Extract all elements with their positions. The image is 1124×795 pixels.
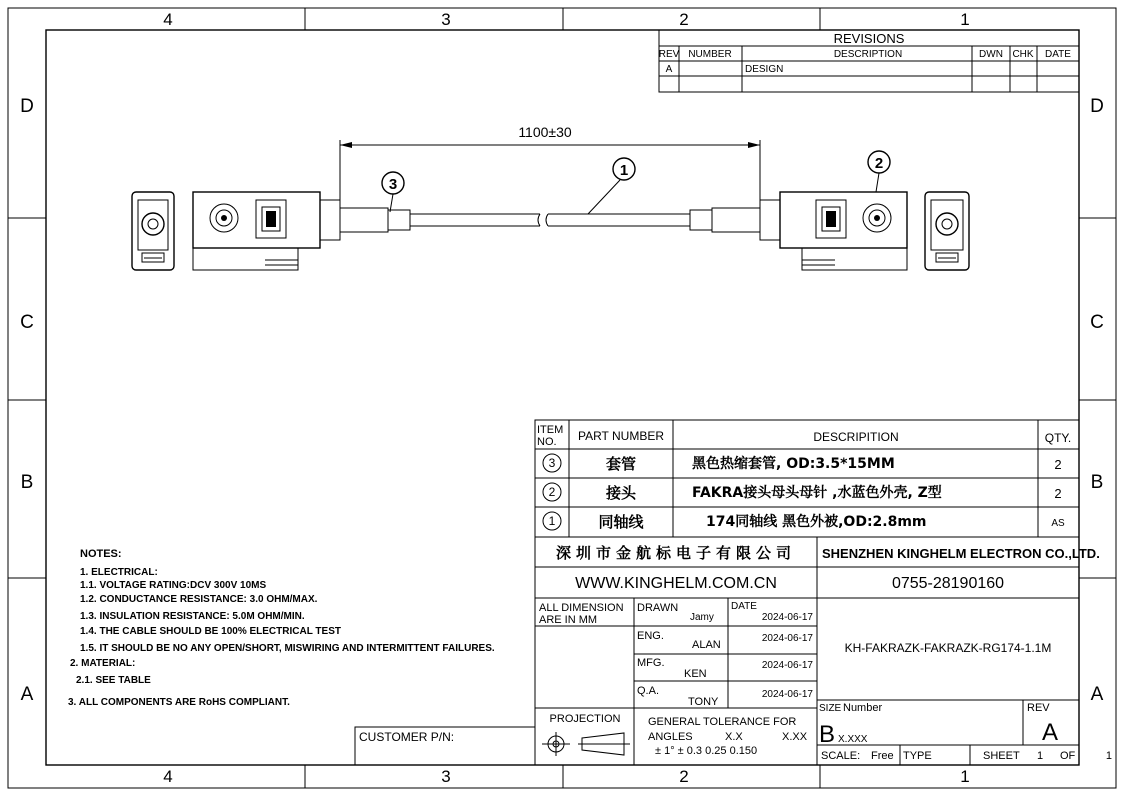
projection-label: PROJECTION [549, 713, 621, 725]
type-label: TYPE [903, 750, 932, 762]
note-line-2: 1.1. VOLTAGE RATING:DCV 300V 10MS [80, 580, 267, 591]
note-line-4: 1.3. INSULATION RESISTANCE: 5.0M OHM/MIN. [80, 611, 305, 622]
zone-top-2: 2 [679, 10, 689, 29]
note-line-7: 2. MATERIAL: [70, 658, 136, 669]
units-note-2: ARE IN MM [539, 614, 598, 626]
bom-row-2-item: 2 [548, 485, 556, 499]
zone-top-4: 4 [163, 10, 173, 29]
qa-name: TONY [688, 696, 719, 708]
length-dimension-label: 1100±30 [518, 124, 572, 140]
tolerance-values: ± 1° ± 0.3 0.25 0.150 [655, 745, 758, 757]
balloon-sleeve-label: 3 [388, 176, 398, 193]
units-note-1: ALL DIMENSION [539, 602, 624, 614]
zone-bottom-3: 3 [441, 767, 451, 786]
size-label: SIZE [819, 703, 842, 714]
drawn-label: DRAWN [637, 602, 679, 614]
note-line-5: 1.4. THE CABLE SHOULD BE 100% ELECTRICAL TEST [80, 626, 341, 637]
bom-row-1-item: 1 [548, 514, 556, 528]
note-line-9: 3. ALL COMPONENTS ARE RoHS COMPLIANT. [68, 697, 290, 708]
notes-title: NOTES: [80, 548, 122, 560]
eng-date: 2024-06-17 [761, 633, 813, 644]
company-website: WWW.KINGHELM.COM.CN [575, 575, 777, 592]
bom-header-item-2: NO. [537, 436, 557, 448]
eng-name: ALAN [692, 639, 721, 651]
rev-value: A [1041, 719, 1059, 746]
rev-header-description: DESCRIPTION [833, 49, 903, 60]
drawn-date: 2024-06-17 [761, 612, 813, 623]
bom-header-qty: QTY. [1044, 431, 1072, 445]
tolerance-xxx-label: X.XX [782, 731, 808, 743]
length-dimension [340, 140, 760, 200]
note-line-8: 2.1. SEE TABLE [76, 675, 151, 686]
of-label: OF [1060, 750, 1076, 762]
bom-row-1-part: 同轴线 [598, 513, 644, 531]
scale-label: SCALE: [821, 750, 861, 762]
zone-left-b: B [20, 472, 34, 493]
bom-row-1-qty: AS [1051, 518, 1065, 529]
drawing-number: KH-FAKRAZK-FAKRAZK-RG174-1.1M [844, 641, 1052, 655]
left-connector-face [132, 192, 174, 270]
mfg-name: KEN [684, 668, 707, 680]
zone-left-c: C [20, 312, 34, 333]
balloon-cable-label: 1 [619, 162, 629, 179]
sheet-value: 1 [1037, 750, 1044, 762]
bom-header-item-1: ITEM [537, 424, 564, 436]
number-label: Number [843, 702, 883, 714]
zone-bottom-4: 4 [163, 767, 173, 786]
qa-label: Q.A. [637, 685, 660, 697]
company-phone: 0755-28190160 [891, 575, 1005, 592]
zone-left-a: A [20, 684, 34, 705]
zone-right-b: B [1090, 472, 1104, 493]
bom-header-part-number: PART NUMBER [577, 429, 665, 443]
rev-header-date: DATE [1045, 49, 1071, 60]
balloon-connector-label: 2 [874, 155, 884, 172]
size-value: B [819, 721, 836, 748]
note-line-1: 1. ELECTRICAL: [80, 567, 158, 578]
rev-header-chk: CHK [1012, 49, 1034, 60]
mfg-label: MFG. [637, 657, 665, 669]
bom-row-1-description: 174同轴线 黑色外被,OD:2.8mm [706, 514, 927, 530]
zone-top-3: 3 [441, 10, 451, 29]
cable [410, 214, 690, 226]
right-connector-body [690, 192, 907, 270]
zone-bottom-2: 2 [679, 767, 689, 786]
zone-right-a: A [1090, 684, 1104, 705]
of-value: 1 [1105, 750, 1112, 762]
company-name-en: SHENZHEN KINGHELM ELECTRON CO.,LTD. [822, 546, 1100, 561]
tolerance-angles-label: ANGLES [648, 731, 693, 743]
customer-pn-label: CUSTOMER P/N: [359, 730, 455, 744]
zone-right-d: D [1090, 96, 1104, 117]
rev-row-rev: A [665, 64, 673, 75]
bom-row-2-part: 接头 [605, 484, 637, 502]
rev-row-description: DESIGN [745, 64, 784, 75]
bom-header-description: DESCRIPITION [813, 430, 899, 444]
rev-label: REV [1027, 702, 1050, 714]
right-connector-face [925, 192, 969, 270]
bom-row-3-qty: 2 [1054, 457, 1062, 472]
size-sub: X.XXX [838, 734, 868, 745]
sheet-label: SHEET [983, 750, 1020, 762]
bom-row-2-description: FAKRA接头母头母针 ,水蓝色外壳, Z型 [692, 485, 942, 501]
bom-row-3-description: 黑色热缩套管, OD:3.5*15MM [692, 456, 895, 472]
bom-row-3-item: 3 [548, 456, 556, 470]
zone-bottom-1: 1 [960, 767, 970, 786]
qa-date: 2024-06-17 [761, 689, 813, 700]
rev-header-number: NUMBER [688, 49, 732, 60]
rev-header-dwn: DWN [979, 49, 1003, 60]
third-angle-projection-icon [542, 732, 630, 756]
tolerance-xx-label: X.X [725, 731, 743, 743]
revisions-title: REVISIONS [833, 31, 905, 46]
rev-header-rev: REV [658, 49, 680, 60]
drawn-name: Jamy [690, 612, 714, 623]
mfg-date: 2024-06-17 [761, 660, 813, 671]
tolerance-title: GENERAL TOLERANCE FOR [648, 716, 797, 728]
company-name-cn: 深圳市金航标电子有限公司 [555, 544, 797, 562]
bom-row-3-part: 套管 [605, 455, 637, 473]
zone-right-c: C [1090, 312, 1104, 333]
left-connector-body [193, 192, 410, 270]
note-line-6: 1.5. IT SHOULD BE NO ANY OPEN/SHORT, MISWIRING AND INTERMITTENT FAILURES. [80, 643, 495, 654]
scale-value: Free [871, 750, 894, 762]
zone-top-1: 1 [960, 10, 970, 29]
eng-label: ENG. [637, 630, 664, 642]
zone-left-d: D [20, 96, 34, 117]
note-line-3: 1.2. CONDUCTANCE RESISTANCE: 3.0 OHM/MAX. [80, 594, 318, 605]
bom-row-2-qty: 2 [1054, 486, 1062, 501]
date-label: DATE [731, 601, 757, 612]
